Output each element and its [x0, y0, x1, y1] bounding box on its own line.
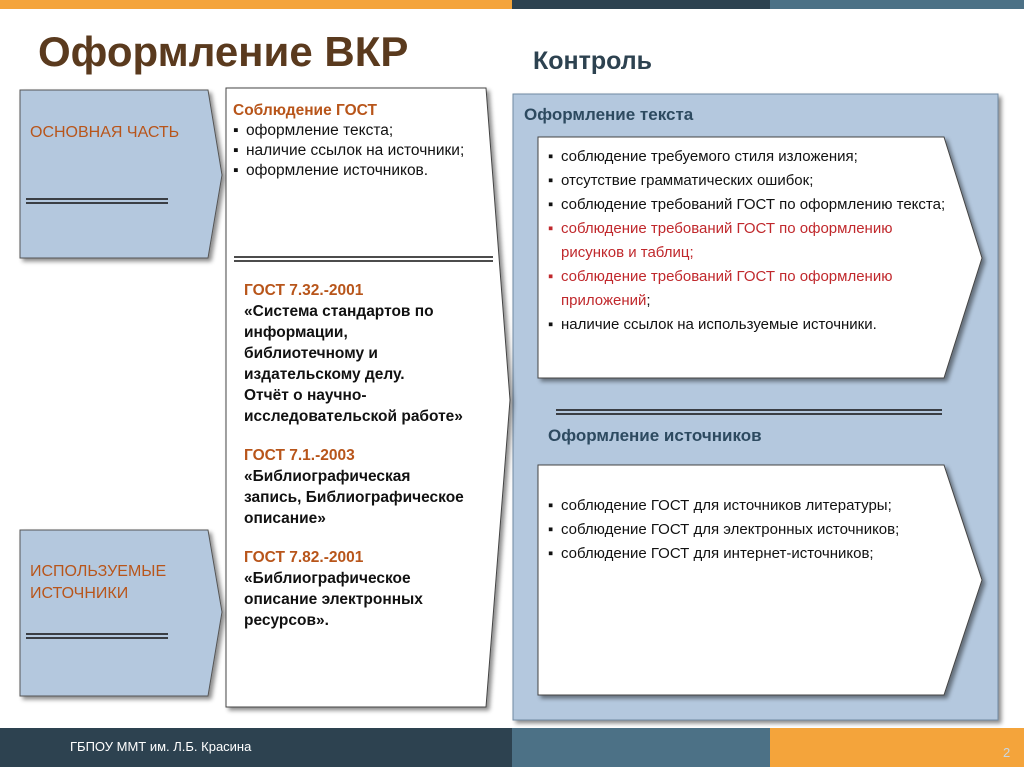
compliance-title: Соблюдение ГОСТ	[233, 102, 377, 119]
standard-description: «Библиографическое описание электронных ресурсов».	[244, 570, 423, 629]
list-item: ▪ отсутствие грамматических ошибок;	[548, 169, 948, 193]
list-item: ▪ соблюдение ГОСТ для интернет-источников;	[548, 542, 938, 566]
standard-code: ГОСТ 7.82.-2001	[244, 549, 364, 566]
standard-item	[244, 445, 494, 529]
left-box-main-part	[20, 90, 222, 258]
footer-org: ГБПОУ ММТ им. Л.Б. Красина	[70, 739, 252, 754]
left-label-main-part: ОСНОВНАЯ ЧАСТЬ	[30, 124, 180, 141]
standard-code: ГОСТ 7.1.-2003	[244, 447, 355, 464]
sources-criteria-list	[548, 494, 938, 566]
list-item: ▪ соблюдение требований ГОСТ по оформлению текста;	[548, 193, 948, 217]
left-label-sources: ИСПОЛЬЗУЕМЫЕ ИСТОЧНИКИ	[30, 563, 167, 602]
left-box-sources	[20, 530, 222, 696]
list-item: ▪ наличие ссылок на источники;	[233, 141, 483, 161]
list-item: ▪ наличие ссылок на используемые источники.	[548, 313, 948, 337]
sources-heading: Оформление источников	[548, 426, 762, 445]
standard-code: ГОСТ 7.32.-2001	[244, 282, 364, 299]
page-number: 2	[1003, 745, 1011, 760]
list-item: ▪ соблюдение требований ГОСТ по оформлению приложений;	[548, 265, 948, 313]
list-item: ▪ соблюдение требуемого стиля изложения;	[548, 145, 948, 169]
standard-item	[244, 280, 494, 427]
list-item: ▪ оформление источников.	[233, 161, 483, 181]
standard-item	[244, 547, 494, 631]
text-criteria-list	[548, 145, 948, 337]
standard-description: «Система стандартов по информации, библиотечному и издательскому делу. Отчёт о научно- исследовательской работе»	[244, 303, 463, 425]
page-subtitle: Контроль	[533, 47, 653, 75]
compliance-block	[233, 100, 483, 181]
list-item: ▪ соблюдение требований ГОСТ по оформлению рисунков и таблиц;	[548, 217, 948, 265]
list-item: ▪ оформление текста;	[233, 121, 483, 141]
compliance-list	[233, 121, 483, 181]
standard-description: «Библиографическая запись, Библиографическое описание»	[244, 468, 464, 527]
standards-block	[244, 280, 494, 631]
page-title: Оформление ВКР	[38, 28, 409, 75]
list-item: ▪ соблюдение ГОСТ для источников литературы;	[548, 494, 938, 518]
text-heading: Оформление текста	[524, 105, 694, 124]
list-item: ▪ соблюдение ГОСТ для электронных источников;	[548, 518, 938, 542]
